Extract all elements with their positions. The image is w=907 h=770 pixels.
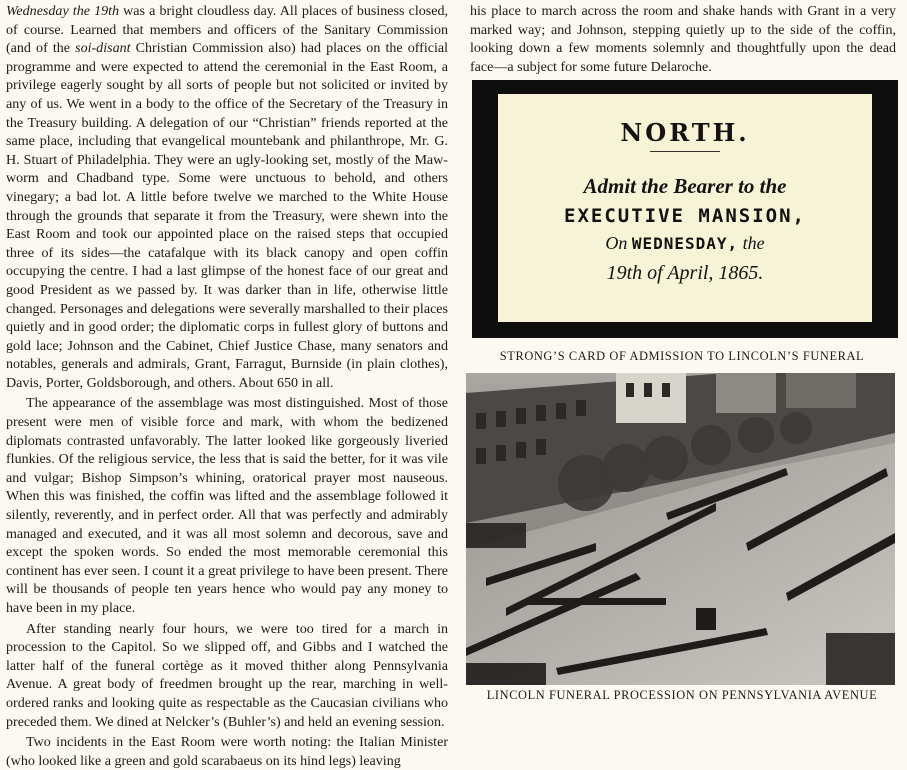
paragraph-3: After standing nearly four hours, we were too tired for a march in procession to the Capitol. So we slipped off, and Gibbs and I watched the latter half of the funeral cortège as it moved thither along Pennsylvania Avenue. A great body of freedmen brought up the rear, marching in well-ordered ranks and looking quite as respectable as the Caucasian civilians who preceded them. We dined at Nelcker’s (Buhler’s) and held an evening session. (6, 620, 448, 730)
paragraph-1-text-cont: Christian Commission also) had places on the official programme and were expected to attend the ceremonial in the East Room, a privilege eagerly sought by all sorts of people but not solicited or invited by any of us. We went in a body to the office of the Secretary of the Treasury in the Treasury building. A delegation of our “Christian” friends reported at the same place, including that evangelical mountebank and philanthrope, Mr. G. H. Stuart of Philadelphia. They were an ugly-looking set, mostly of the Maw-worm and Chadband type. Some were unctuous to behold, and others vinegary; a bad lot. A little before twelve we marched to the White House through the grounds that separate it from the Treasury, were shewn into the East Room and took our appointed place on the raised steps that occupied three of its sides—the catafalque with its black canopy and open coffin occupying the centre. I had a last glimpse of the honest face of our great and good President as we passed by. It was darker than in life, otherwise little changed. Personages and delegations were severally marshalled to their places quietly and in good order; the diplomatic corps in fullest glory of buttons and gold lace; Johnson and the Cabinet, Chief Justice Chase, many senators and notables, generals and admirals, Grant, Farragut, Burnside (in plain clothes), Davis, Porter, Goldsborough, and others. About 650 in all. (6, 40, 448, 391)
funeral-procession-photo (466, 373, 895, 685)
card-day-line (498, 233, 872, 254)
card-the: the (742, 233, 765, 253)
procession-photo-drawing (466, 373, 895, 685)
admission-card-image (472, 80, 898, 338)
continuation-text (470, 2, 896, 76)
paragraph-2: The appearance of the assemblage was most distinguished. Most of those present were men of visible force and mark, with whom the bedizened diplomats contrasted unfavorably. The latter looked like gorgeously liveried flunkies. Of the religious service, the less that is said the better, for it was vile and vulgar; Bishop Simpson’s whining, oratorical prayer most nauseous. When this was finished, the coffin was lifted and the assemblage followed it silently, reverently, and in perfect order. All that was perfectly and admirably managed and executed, and it was all most solemn and decorous, save and except the spoken words. So ended the most memorable ceremonial this continent has ever seen. I count it a great privilege to have been present. There will be thousands of people ten years hence who would pay any money to have been in my place. (6, 395, 448, 616)
continuation-paragraph: his place to march across the room and shake hands with Grant in a very marked way; and Johnson, stepping quietly up to the side of the coffin, looking down a few moments solemnly and thoughtfully upon the dead face—a subject for some future Delaroche. (470, 3, 896, 75)
paragraph-1-text: was a bright cloudless day. All places of business closed, of course. Learned that members and officers of the Sanitary Commission (and of the (6, 3, 448, 57)
paragraph-1-lead: Wednesday the 19th (6, 3, 120, 19)
card-caption: STRONG’S CARD OF ADMISSION TO LINCOLN’S FUNERAL (499, 349, 865, 363)
card-wednesday: WEDNESDAY, (631, 234, 739, 253)
card-rule (650, 151, 720, 152)
illustration-column (462, 0, 902, 720)
card-date-line: 19th of April, 1865. (606, 262, 764, 284)
photo-caption: LINCOLN FUNERAL PROCESSION ON PENNSYLVANIA AVENUE (486, 688, 878, 702)
admission-card (498, 94, 872, 322)
paragraph-1-italic: soi-disant (75, 40, 131, 57)
paragraph-4: Two incidents in the East Room were worth noting: the Italian Minister (who looked like a green and gold scarabaeus on its hind legs) leaving (6, 734, 448, 769)
card-on: On (605, 233, 628, 253)
diary-text-column (6, 2, 448, 769)
card-mansion-line: EXECUTIVE MANSION, (564, 205, 806, 227)
card-north: NORTH. (620, 118, 750, 147)
paragraph-1 (6, 2, 448, 392)
card-admit-line: Admit the Bearer to the (583, 174, 787, 198)
